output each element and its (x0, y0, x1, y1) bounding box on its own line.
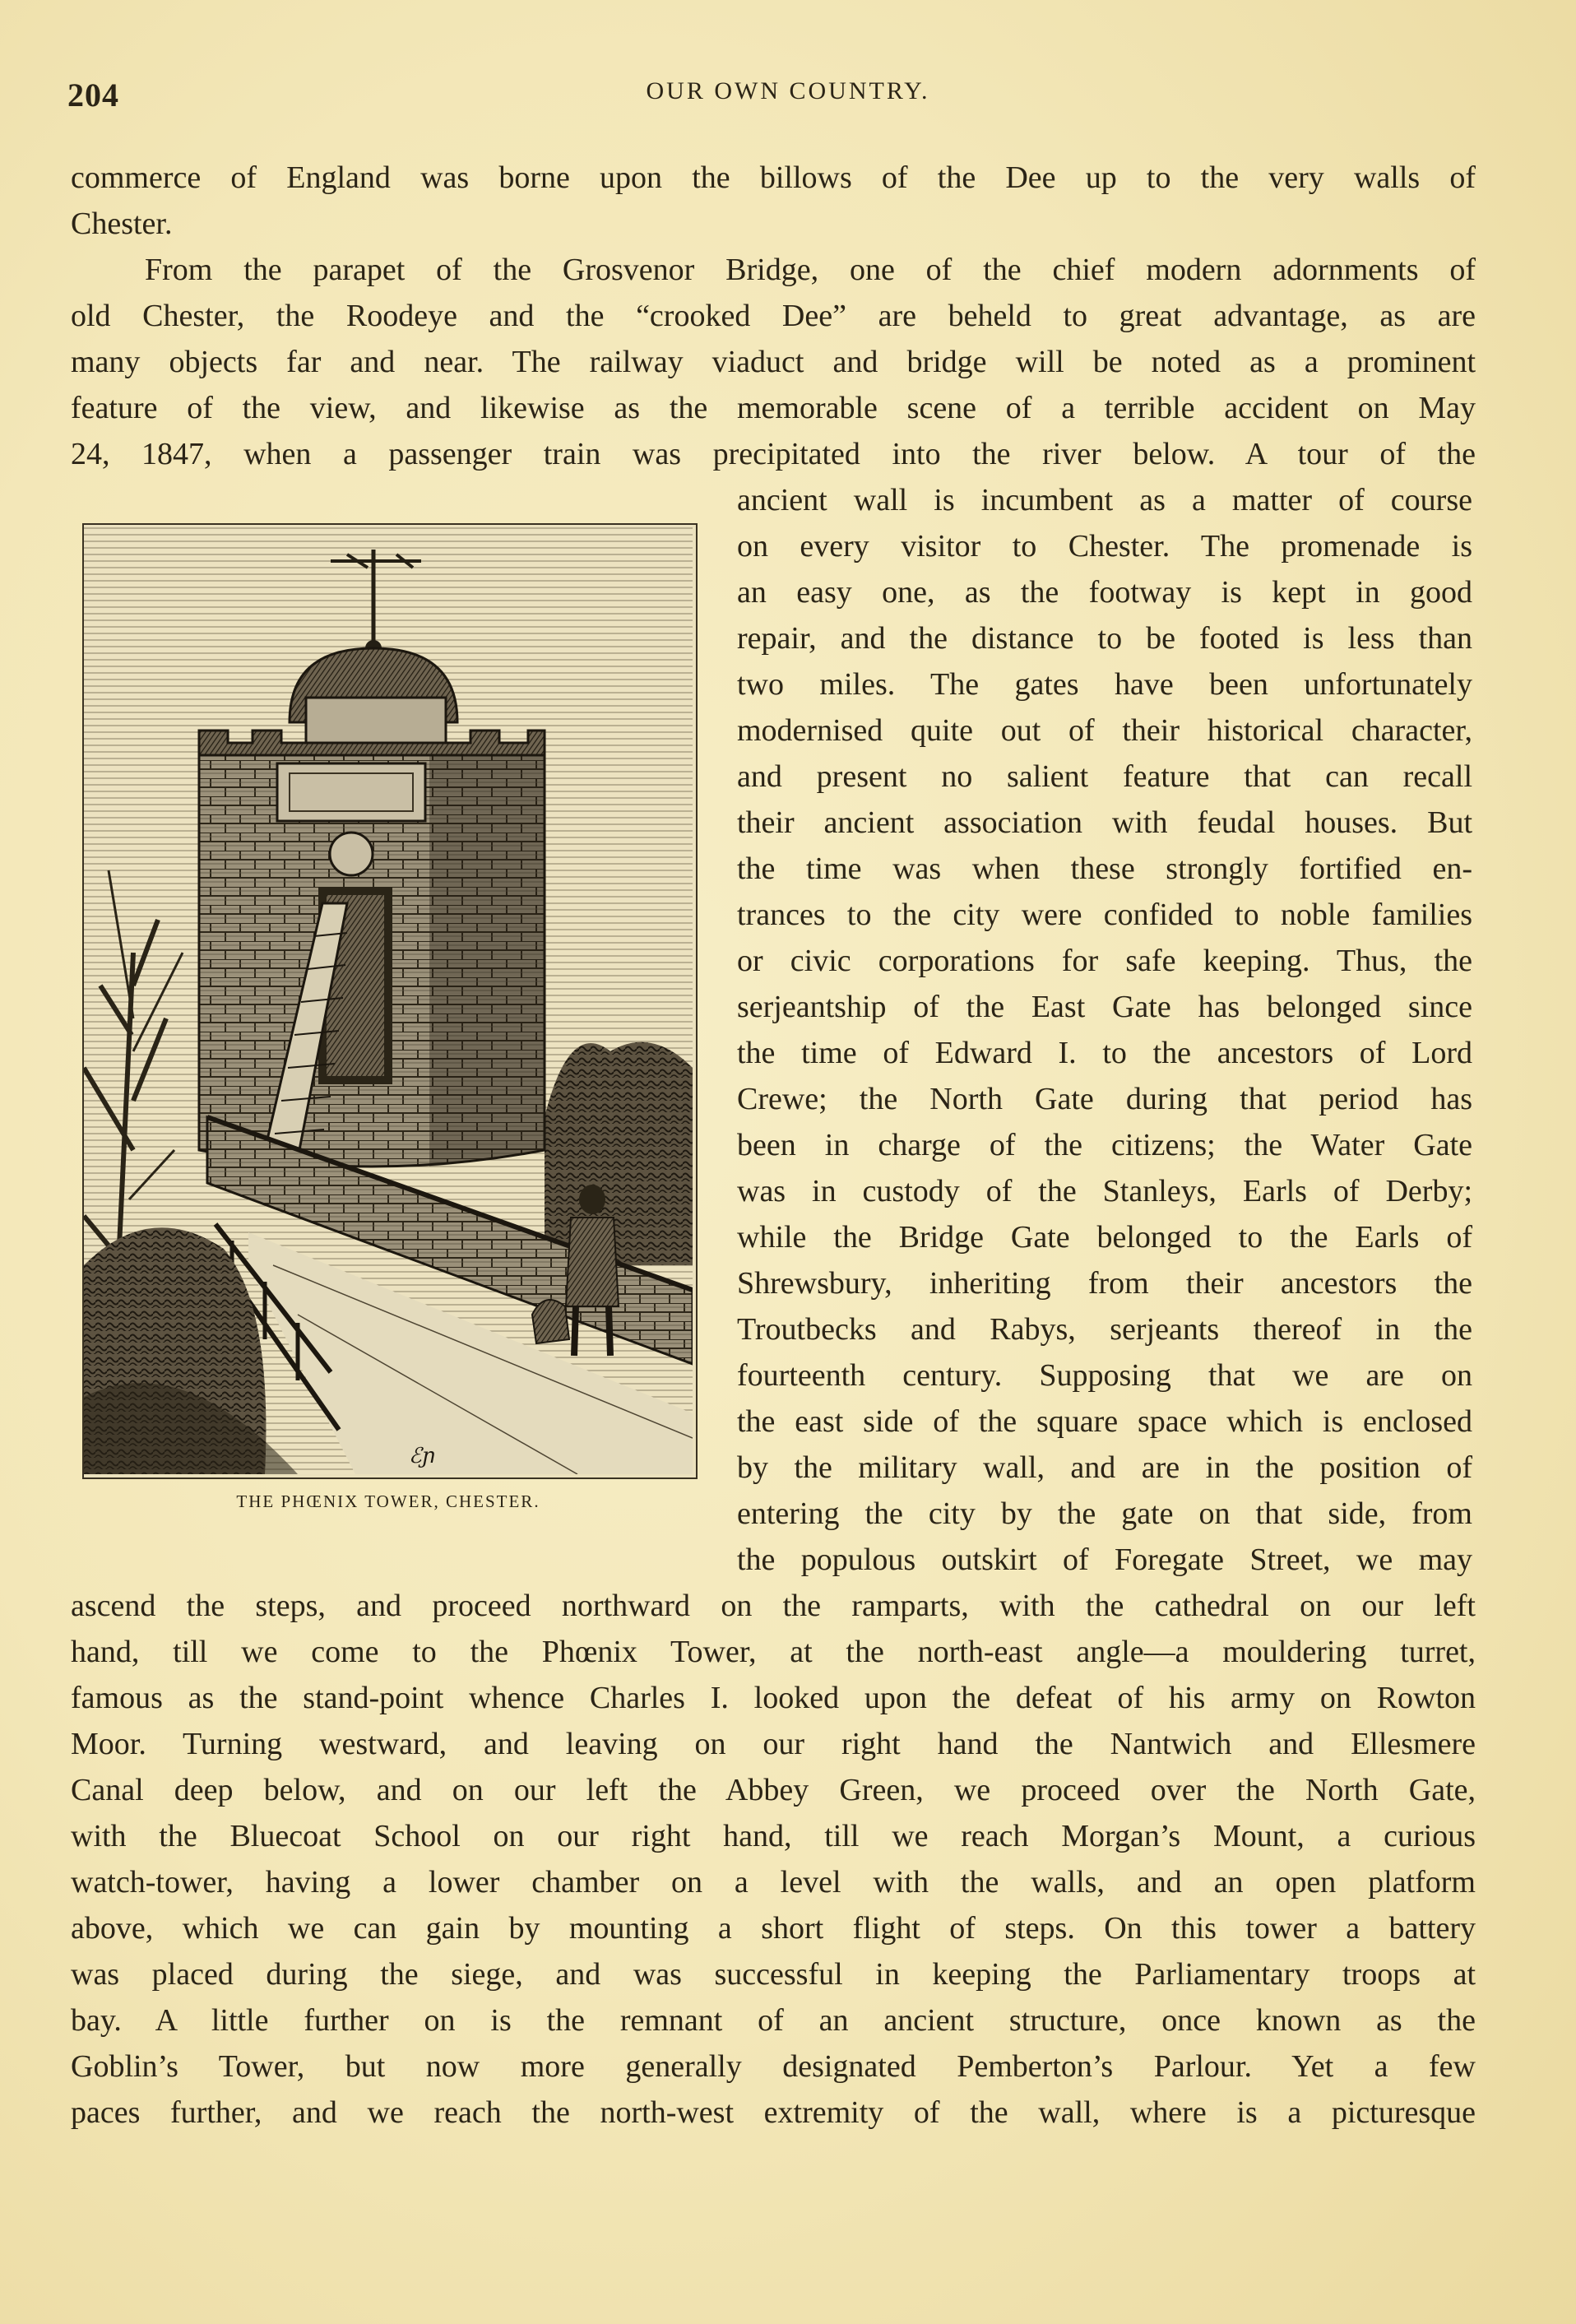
text-line: trances to the city were confided to noble families (737, 898, 1472, 932)
text-line: modernised quite out of their historical character, (737, 713, 1472, 748)
text-line: famous as the stand-point whence Charles I. looked upon the defeat of his army on Rowton (71, 1681, 1476, 1715)
text-line: the time of Edward I. to the ancestors of Lord (737, 1036, 1472, 1070)
text-line: Goblin’s Tower, but now more generally designated Pemberton’s Parlour. Yet a few (71, 2049, 1476, 2084)
text-line: an easy one, as the footway is kept in good (737, 575, 1472, 610)
text-line: the east side of the square space which is enclosed (737, 1404, 1472, 1439)
text-line: while the Bridge Gate belonged to the Earls of (737, 1220, 1472, 1255)
text-line: entering the city by the gate on that side, from (737, 1496, 1472, 1531)
text-line: From the parapet of the Grosvenor Bridge, one of the chief modern adornments of (145, 253, 1476, 287)
text-line: serjeantship of the East Gate has belonged since (737, 990, 1472, 1024)
text-line: their ancient association with feudal houses. But (737, 805, 1472, 840)
text-line: Moor. Turning westward, and leaving on our right hand the Nantwich and Ellesmere (71, 1727, 1476, 1761)
text-line: fourteenth century. Supposing that we are on (737, 1358, 1472, 1393)
text-line: was in custody of the Stanleys, Earls of Derby; (737, 1174, 1472, 1208)
text-line: ascend the steps, and proceed northward on the ramparts, with the cathedral on our left (71, 1589, 1476, 1623)
text-line: Shrewsbury, inheriting from their ancestors the (737, 1266, 1472, 1301)
text-line: ancient wall is incumbent as a matter of course (737, 483, 1472, 517)
text-line: Troutbecks and Rabys, serjeants thereof in the (737, 1312, 1472, 1347)
text-line: been in charge of the citizens; the Water Gate (737, 1128, 1472, 1162)
page-number: 204 (67, 77, 119, 114)
figure-caption: THE PHŒNIX TOWER, CHESTER. (236, 1491, 540, 1511)
text-line: or civic corporations for safe keeping. Thus, the (737, 944, 1472, 978)
text-line: two miles. The gates have been unfortunately (737, 667, 1472, 702)
text-line: by the military wall, and are in the position of (737, 1450, 1472, 1485)
engraver-signature: ℰɲ (409, 1444, 436, 1468)
text-line: feature of the view, and likewise as the memorable scene of a terrible accident on May (71, 391, 1476, 425)
text-line: old Chester, the Roodeye and the “crooked Dee” are beheld to great advantage, as are (71, 299, 1476, 333)
text-line: watch-tower, having a lower chamber on a level with the walls, and an open platform (71, 1865, 1476, 1900)
text-line: commerce of England was borne upon the billows of the Dee up to the very walls of (71, 160, 1476, 195)
text-line: paces further, and we reach the north-west extremity of the wall, where is a picturesque (71, 2095, 1476, 2130)
text-line: bay. A little further on is the remnant of an ancient structure, once known as the (71, 2003, 1476, 2038)
text-line: Crewe; the North Gate during that period has (737, 1082, 1472, 1116)
text-line: Chester. (71, 206, 173, 241)
text-line: above, which we can gain by mounting a short flight of steps. On this tower a battery (71, 1911, 1476, 1946)
text-line: on every visitor to Chester. The promenade is (737, 529, 1472, 564)
text-line: the populous outskirt of Foregate Street, we may (737, 1542, 1472, 1577)
text-line: repair, and the distance to be footed is less than (737, 621, 1472, 656)
text-line: Canal deep below, and on our left the Abbey Green, we proceed over the North Gate, (71, 1773, 1476, 1807)
text-line: the time was when these strongly fortified en- (737, 851, 1472, 886)
running-head: OUR OWN COUNTRY. (646, 77, 930, 104)
text-line: hand, till we come to the Phœnix Tower, at the north-east angle—a mouldering turret, (71, 1635, 1476, 1669)
text-line: was placed during the siege, and was successful in keeping the Parliamentary troops at (71, 1957, 1476, 1992)
text-line: 24, 1847, when a passenger train was precipitated into the river below. A tour of the (71, 437, 1476, 471)
text-line: with the Bluecoat School on our right hand, till we reach Morgan’s Mount, a curious (71, 1819, 1476, 1853)
text-line: and present no salient feature that can recall (737, 759, 1472, 794)
engraving-phoenix-tower (82, 523, 698, 1479)
text-line: many objects far and near. The railway viaduct and bridge will be noted as a prominent (71, 345, 1476, 379)
